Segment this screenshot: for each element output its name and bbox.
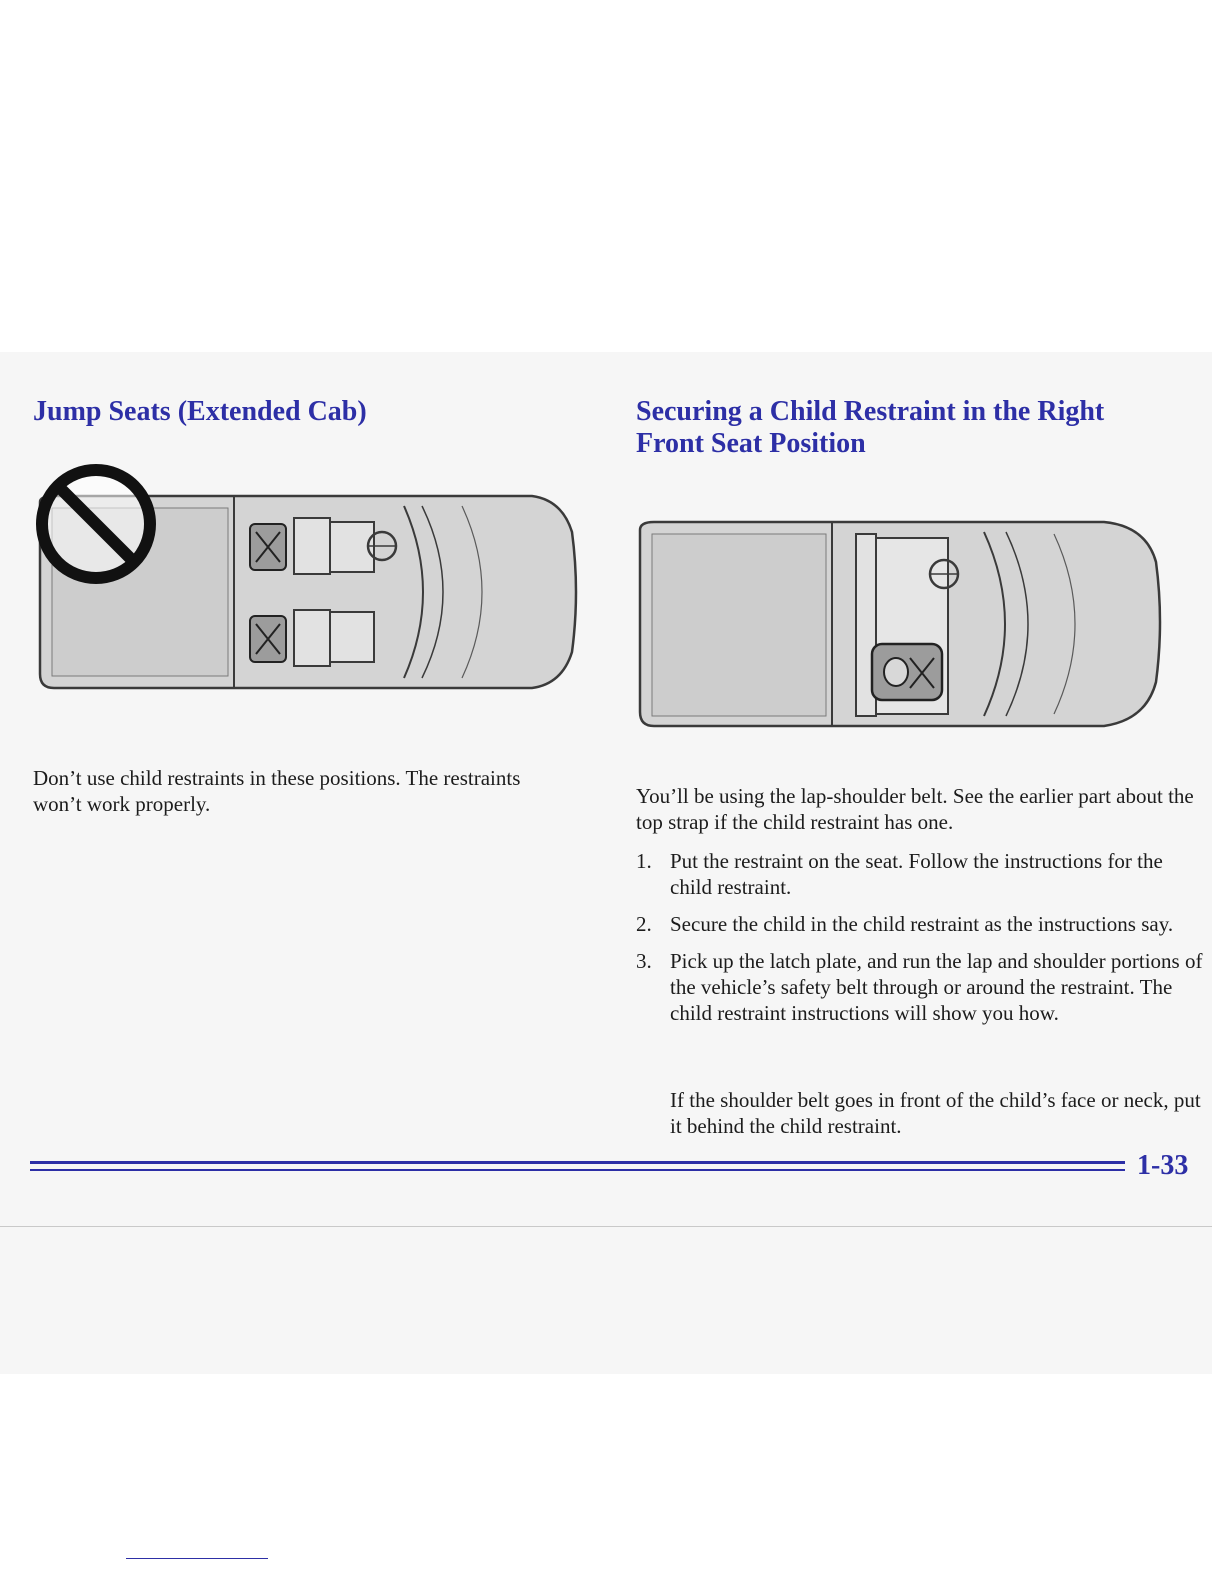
- scan-divider: [0, 1226, 1212, 1227]
- truck-top-view-child-seat-icon: [634, 512, 1164, 734]
- no-symbol-icon: [34, 462, 158, 586]
- list-item: [636, 948, 1206, 1026]
- list-item: [636, 911, 1206, 937]
- right-front-seat-heading: Securing a Child Restraint in the Right Front Seat Position: [636, 396, 1105, 459]
- step-text: Secure the child in the child restraint as the instructions say.: [670, 912, 1174, 936]
- step-text: Put the restraint on the seat. Follow the instructions for the child restraint.: [670, 849, 1163, 899]
- step-number: 2.: [636, 912, 652, 936]
- jump-seats-heading: Jump Seats (Extended Cab): [33, 396, 367, 427]
- lap-shoulder-belt-intro: You’ll be using the lap-shoulder belt. See the earlier part about the top strap if the child restraint has one.: [636, 784, 1194, 834]
- footer-rule-secondary: [30, 1169, 1125, 1171]
- page-number: 1-33: [1137, 1150, 1189, 1181]
- step-text: Pick up the latch plate, and run the lap and shoulder portions of the vehicle’s safety belt through or around the restraint. The child restraint instructions will show you how.: [670, 949, 1203, 1025]
- installation-steps: [636, 848, 1206, 1037]
- jump-seats-warning-text: Don’t use child restraints in these positions. The restraints won’t work properly.: [33, 766, 521, 816]
- right-front-seat-illustration: [634, 512, 1164, 734]
- list-item: [636, 848, 1206, 900]
- step-number: 3.: [636, 949, 652, 973]
- step-number: 1.: [636, 849, 652, 873]
- link-underline: [126, 1558, 268, 1559]
- jump-seats-illustration: [32, 462, 582, 696]
- footer-rule: [30, 1161, 1125, 1164]
- shoulder-belt-note: If the shoulder belt goes in front of the child’s face or neck, put it behind the child restraint.: [670, 1088, 1201, 1138]
